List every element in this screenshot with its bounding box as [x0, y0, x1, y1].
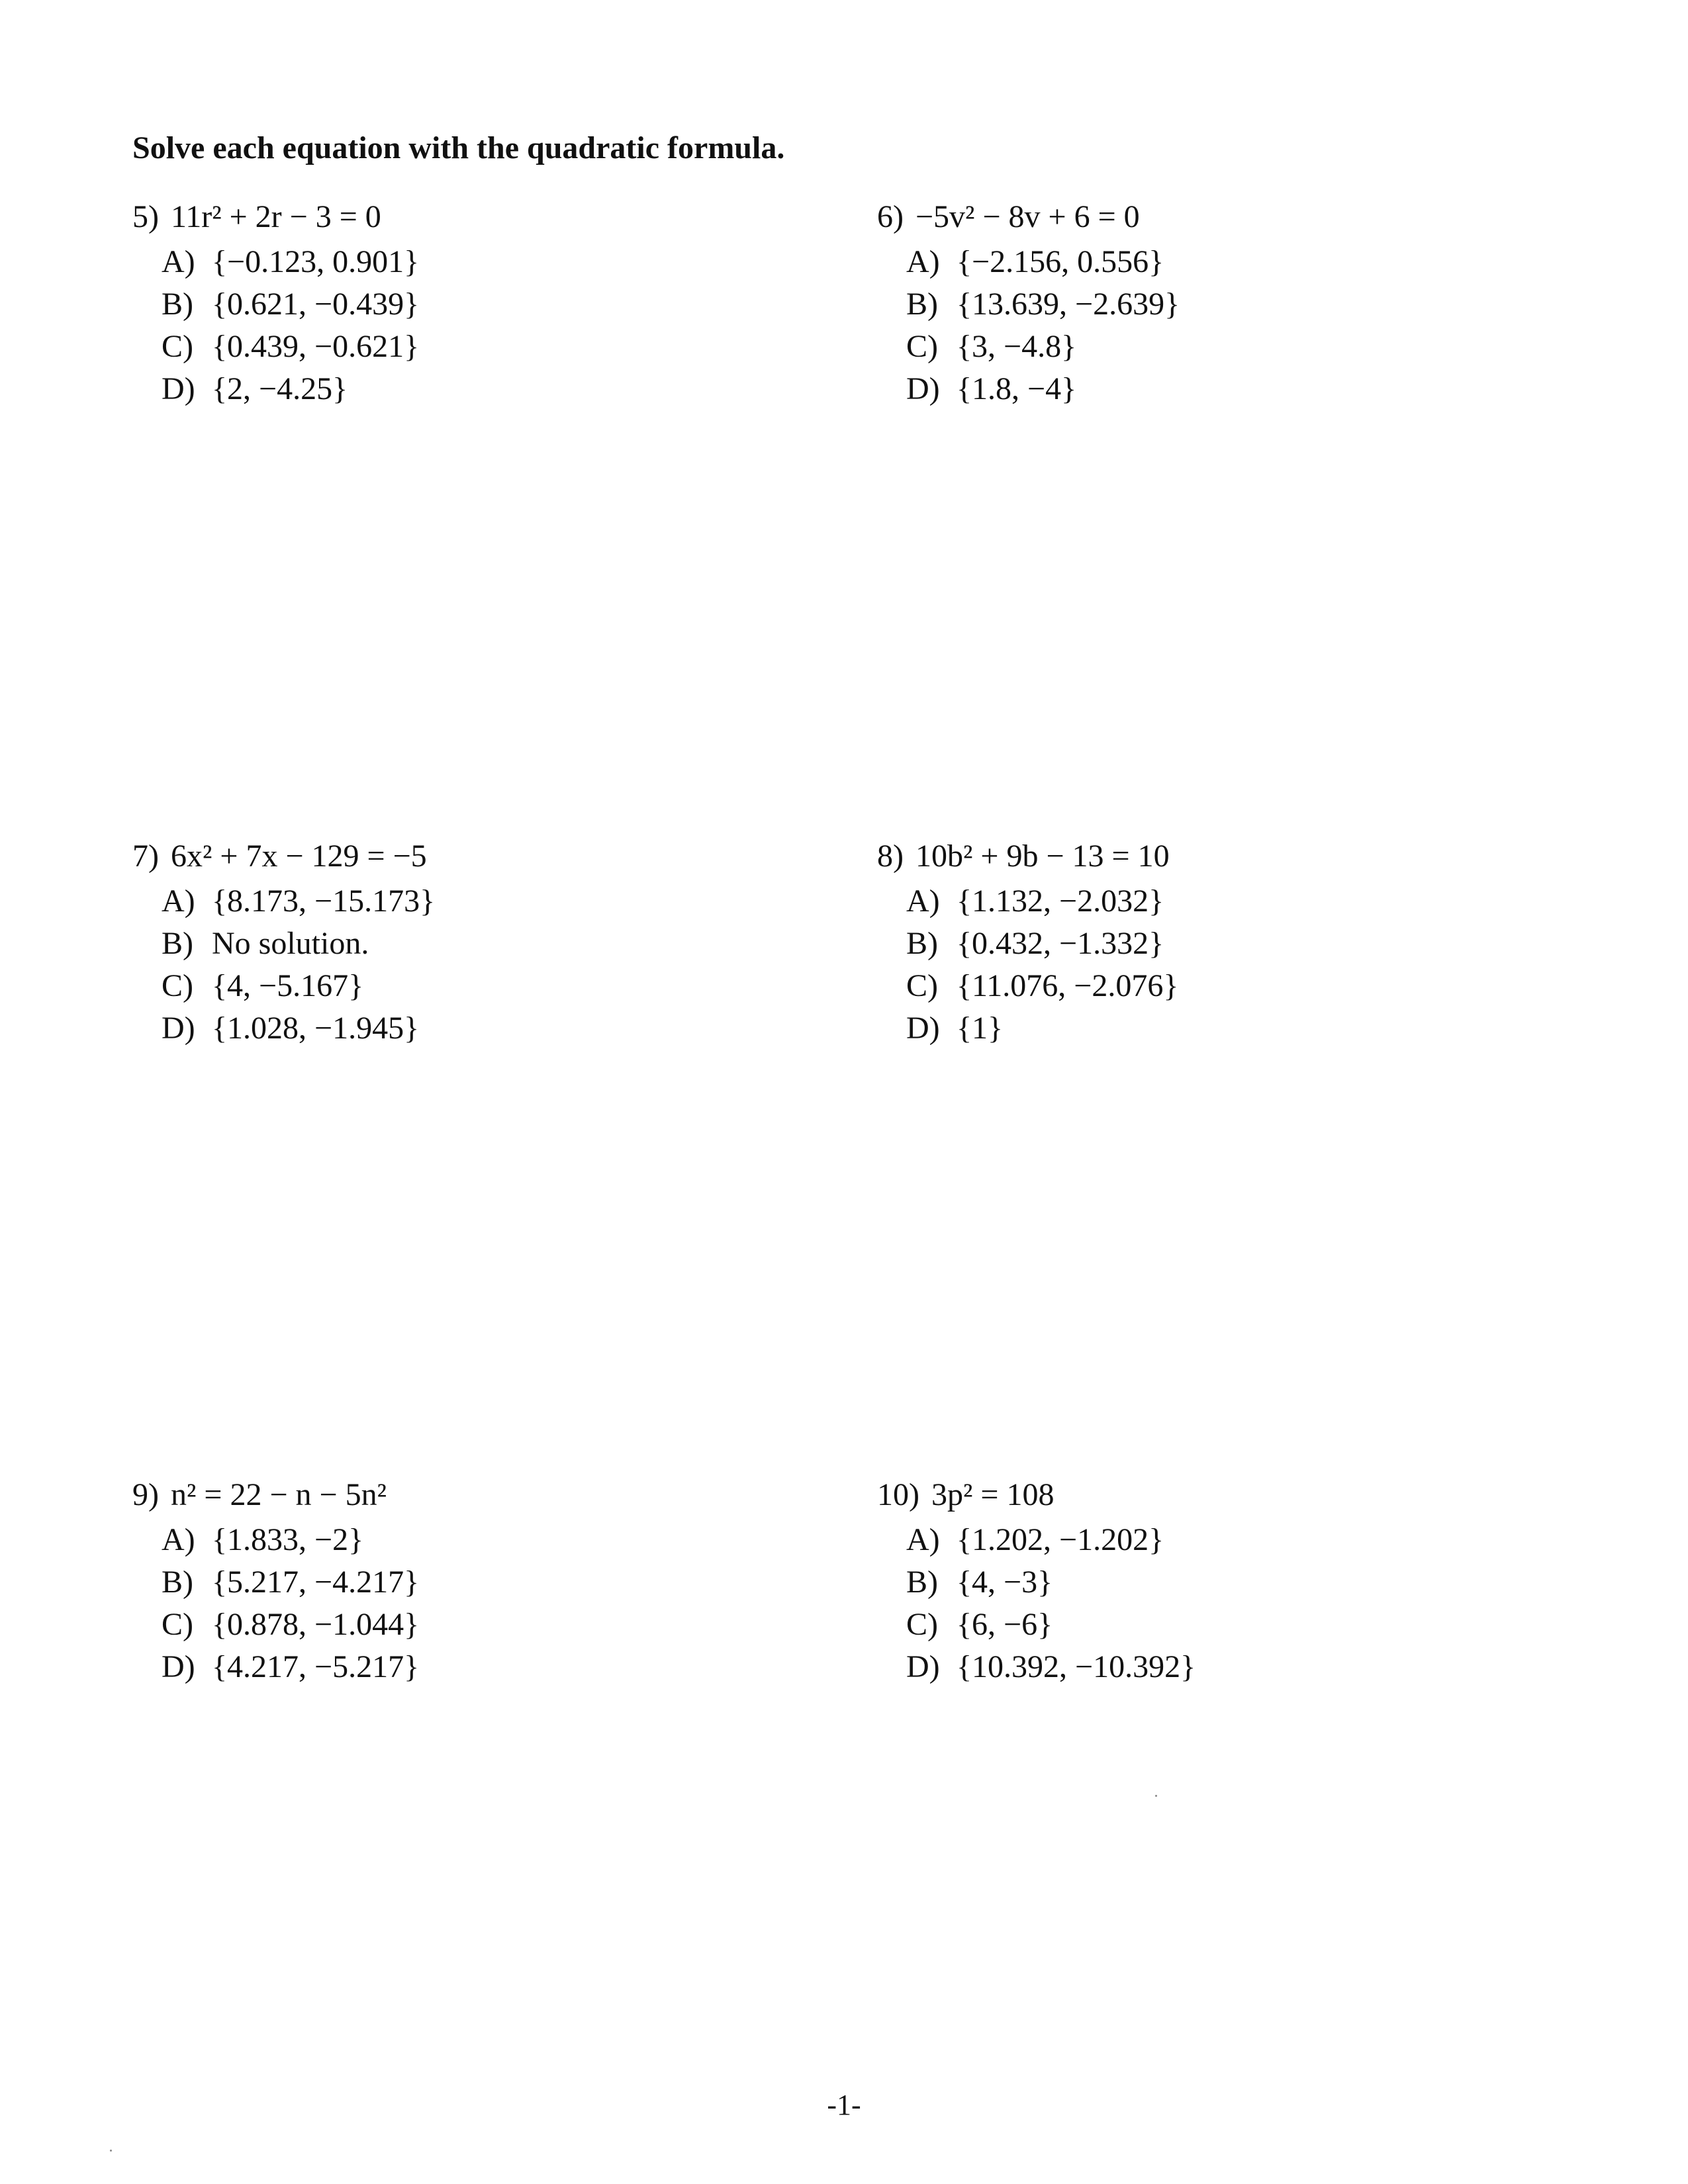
option-text: {−0.123, 0.901}: [212, 244, 420, 279]
answer-option: [906, 923, 1539, 965]
equation: 11r² + 2r − 3 = 0: [170, 199, 381, 234]
answer-option: [906, 880, 1539, 923]
option-text: {5.217, −4.217}: [212, 1565, 420, 1600]
answer-option: [162, 1646, 794, 1688]
option-letter: C): [906, 329, 938, 364]
option-letter: A): [162, 1522, 195, 1557]
option-letter: A): [906, 1522, 940, 1557]
problem-5: [132, 196, 794, 410]
question-number: 8): [877, 839, 904, 874]
option-text: {0.878, −1.044}: [212, 1607, 420, 1642]
option-letter: A): [162, 884, 195, 919]
option-letter: A): [906, 884, 940, 919]
option-text: {0.439, −0.621}: [212, 329, 420, 364]
option-letter: C): [906, 1607, 938, 1642]
answer-option: [906, 965, 1539, 1007]
page-number: -1-: [827, 2089, 861, 2121]
option-text: {4.217, −5.217}: [212, 1649, 420, 1684]
answer-options: [132, 241, 794, 410]
option-text: {6, −6}: [957, 1607, 1053, 1642]
option-letter: B): [162, 1565, 193, 1600]
equation: −5v² − 8v + 6 = 0: [915, 199, 1140, 234]
option-text: {0.432, −1.332}: [957, 926, 1164, 961]
answer-options: [132, 880, 794, 1050]
answer-options: [877, 1519, 1539, 1688]
question: [132, 835, 794, 878]
problem-6: [877, 196, 1539, 410]
option-text: {1.132, −2.032}: [957, 884, 1164, 919]
option-letter: C): [906, 968, 938, 1003]
scan-speck: [1155, 1795, 1157, 1797]
answer-option: [162, 923, 794, 965]
answer-option: [906, 1604, 1539, 1646]
question-number: 9): [132, 1477, 159, 1512]
answer-option: [162, 1519, 794, 1561]
option-letter: B): [162, 926, 193, 961]
option-text: {10.392, −10.392}: [957, 1649, 1196, 1684]
problem-9: [132, 1474, 794, 1688]
answer-options: [132, 1519, 794, 1688]
option-text: {1.028, −1.945}: [212, 1011, 420, 1046]
option-text: {3, −4.8}: [957, 329, 1077, 364]
option-text: No solution.: [212, 926, 369, 961]
problem-7: [132, 835, 794, 1050]
answer-option: [162, 368, 794, 410]
question: [877, 1474, 1539, 1516]
question: [877, 835, 1539, 878]
instructions-heading: Solve each equation with the quadratic formula.: [132, 130, 785, 165]
question-number: 7): [132, 839, 159, 874]
answer-option: [906, 326, 1539, 368]
option-letter: D): [906, 371, 940, 406]
answer-options: [877, 880, 1539, 1050]
answer-option: [162, 1561, 794, 1604]
option-letter: C): [162, 1607, 193, 1642]
option-text: {4, −3}: [957, 1565, 1053, 1600]
option-text: {1.202, −1.202}: [957, 1522, 1164, 1557]
answer-option: [162, 283, 794, 326]
option-letter: D): [162, 1011, 195, 1046]
option-text: {1.833, −2}: [212, 1522, 364, 1557]
option-text: {4, −5.167}: [212, 968, 364, 1003]
scan-speck: [110, 2150, 112, 2152]
option-letter: B): [906, 287, 938, 322]
option-text: {1}: [957, 1011, 1004, 1046]
problem-10: [877, 1474, 1539, 1688]
option-text: {8.173, −15.173}: [212, 884, 436, 919]
option-letter: B): [906, 1565, 938, 1600]
question-number: 5): [132, 199, 159, 234]
answer-option: [906, 1519, 1539, 1561]
question: [132, 196, 794, 238]
question-number: 6): [877, 199, 904, 234]
equation: 3p² = 108: [931, 1477, 1055, 1512]
answer-option: [906, 283, 1539, 326]
option-letter: A): [162, 244, 195, 279]
option-text: {11.076, −2.076}: [957, 968, 1179, 1003]
question-number: 10): [877, 1477, 919, 1512]
option-letter: C): [162, 329, 193, 364]
option-text: {1.8, −4}: [957, 371, 1077, 406]
option-letter: D): [906, 1649, 940, 1684]
answer-option: [162, 1007, 794, 1050]
option-letter: D): [906, 1011, 940, 1046]
question: [877, 196, 1539, 238]
question: [132, 1474, 794, 1516]
option-letter: D): [162, 1649, 195, 1684]
option-text: {2, −4.25}: [212, 371, 348, 406]
option-text: {13.639, −2.639}: [957, 287, 1180, 322]
answer-option: [162, 241, 794, 283]
answer-option: [162, 1604, 794, 1646]
option-letter: B): [906, 926, 938, 961]
option-letter: B): [162, 287, 193, 322]
option-text: {−2.156, 0.556}: [957, 244, 1164, 279]
answer-option: [162, 880, 794, 923]
answer-option: [906, 368, 1539, 410]
answer-options: [877, 241, 1539, 410]
answer-option: [162, 326, 794, 368]
equation: 10b² + 9b − 13 = 10: [915, 839, 1170, 874]
answer-option: [162, 965, 794, 1007]
answer-option: [906, 241, 1539, 283]
equation: n² = 22 − n − 5n²: [170, 1477, 387, 1512]
problem-8: [877, 835, 1539, 1050]
option-letter: D): [162, 371, 195, 406]
option-letter: C): [162, 968, 193, 1003]
answer-option: [906, 1007, 1539, 1050]
answer-option: [906, 1561, 1539, 1604]
equation: 6x² + 7x − 129 = −5: [170, 839, 427, 874]
option-text: {0.621, −0.439}: [212, 287, 420, 322]
option-letter: A): [906, 244, 940, 279]
answer-option: [906, 1646, 1539, 1688]
